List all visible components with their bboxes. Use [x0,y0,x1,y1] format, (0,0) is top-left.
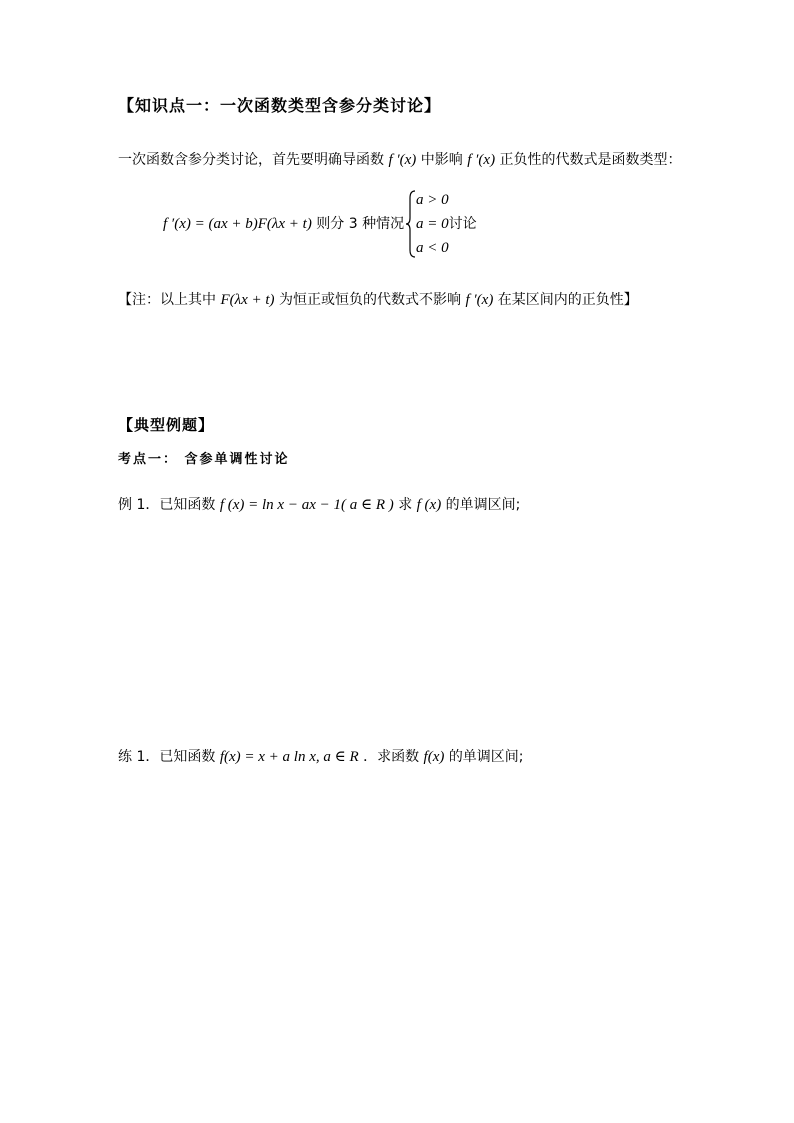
case-zero-row [416,214,477,234]
practice1-function: f(x) = x + a ln x, a ∈ R [219,749,359,765]
note-text-b: 为恒正或恒负的代数式不影响 [279,292,462,308]
case-negative: a < 0 [416,240,449,256]
derivative-expr: f ′(x) [467,152,496,168]
note-expr: F(λx + t) [220,292,275,308]
practice1-fx: f(x) [423,749,445,765]
intro-text-a: 一次函数含参分类讨论，首先要明确导函数 [118,152,384,168]
formula-line [163,214,404,234]
example1-function: f (x) = ln x − ax − 1( a ∈ R ) [219,497,394,513]
section-title-knowledge-point: 【知识点一：一次函数类型含参分类讨论】 [118,96,442,115]
intro-text-c: 正负性的代数式是函数类型： [499,152,682,168]
derivative-expr: f ′(x) [465,292,494,308]
practice1-text-b: ．求函数 [363,749,420,765]
example-1 [118,495,520,515]
cases-suffix: 讨论 [448,216,477,232]
derivative-formula: f ′(x) = (ax + b)F(λx + t) [163,216,312,232]
note-text-a: 【注：以上其中 [118,292,216,308]
example1-fx: f (x) [416,497,442,513]
formula-suffix: 则分 3 种情况 [316,216,405,232]
case-zero: a = 0 [416,216,449,232]
practice1-text-c: 的单调区间; [448,749,524,765]
note-paragraph [118,290,638,310]
note-text-c: 在某区间内的正负性】 [497,292,638,308]
example1-text-b: 求 [398,497,413,513]
subsection-title: 考点一： 含参单调性讨论 [118,452,290,467]
left-brace-icon [406,190,416,258]
intro-paragraph [118,150,682,170]
case-positive: a > 0 [416,192,449,208]
practice-1 [118,747,524,767]
example1-text-c: 的单调区间; [445,497,521,513]
derivative-expr: f ′(x) [388,152,417,168]
intro-text-b: 中影响 [420,152,463,168]
section-title-typical-examples: 【典型例题】 [118,416,215,434]
practice1-text-a: 练 1．已知函数 [118,749,216,765]
example1-text-a: 例 1．已知函数 [118,497,216,513]
